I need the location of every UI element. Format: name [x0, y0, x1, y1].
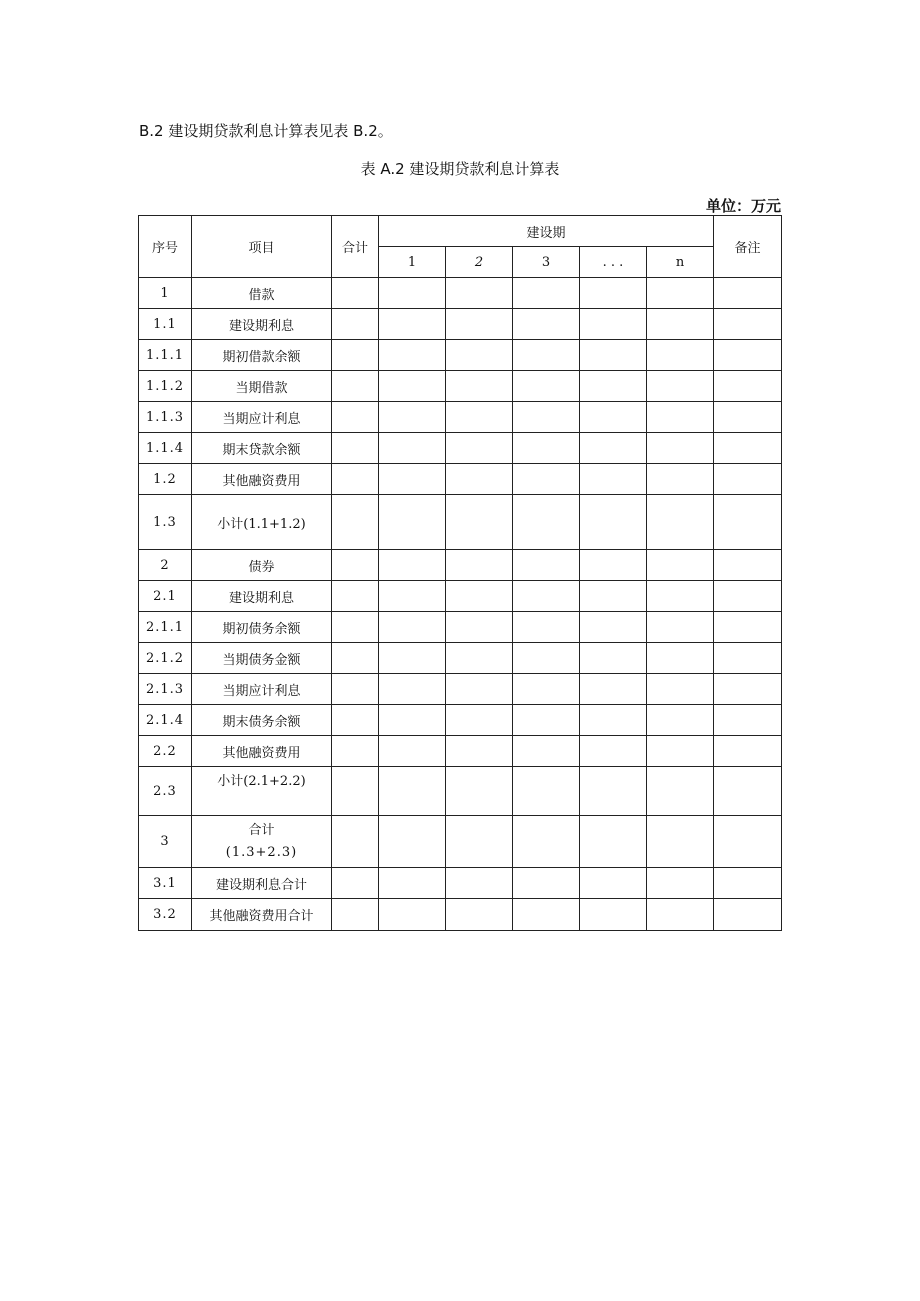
row-item — [192, 816, 332, 868]
row-item: 当期借款 — [192, 371, 332, 402]
data-cell — [379, 402, 446, 433]
row-item: 建设期利息 — [192, 581, 332, 612]
data-cell — [714, 309, 782, 340]
data-cell — [446, 816, 513, 868]
data-cell — [513, 705, 580, 736]
data-cell — [714, 278, 782, 309]
row-seq: 2.1.2 — [139, 643, 192, 674]
table-row — [139, 816, 782, 868]
data-cell — [580, 550, 647, 581]
data-cell — [379, 705, 446, 736]
row-seq: 2.1.3 — [139, 674, 192, 705]
data-cell — [714, 736, 782, 767]
data-cell — [580, 402, 647, 433]
row-item: 建设期利息合计 — [192, 868, 332, 899]
data-cell — [714, 868, 782, 899]
data-cell — [647, 674, 714, 705]
data-cell — [332, 309, 379, 340]
header-period: 建设期 — [379, 216, 714, 247]
data-cell — [332, 674, 379, 705]
data-cell — [647, 736, 714, 767]
data-cell — [332, 612, 379, 643]
period-col-ellipsis: . . . — [580, 247, 647, 278]
data-cell — [580, 612, 647, 643]
data-cell — [513, 550, 580, 581]
data-cell — [580, 736, 647, 767]
data-cell — [379, 612, 446, 643]
table-title: 表 A.2 建设期贷款利息计算表 — [360, 160, 560, 178]
row-seq: 2.2 — [139, 736, 192, 767]
data-cell — [580, 674, 647, 705]
data-cell — [379, 278, 446, 309]
data-cell — [446, 705, 513, 736]
data-cell — [647, 309, 714, 340]
data-cell — [446, 371, 513, 402]
data-cell — [580, 705, 647, 736]
data-cell — [446, 736, 513, 767]
data-cell — [379, 899, 446, 931]
data-cell — [379, 550, 446, 581]
data-cell — [332, 433, 379, 464]
data-cell — [332, 816, 379, 868]
data-cell — [379, 674, 446, 705]
data-cell — [446, 550, 513, 581]
data-cell — [714, 550, 782, 581]
row-item: 期末贷款余额 — [192, 433, 332, 464]
row-item: 期末债务余额 — [192, 705, 332, 736]
data-cell — [513, 402, 580, 433]
header-total: 合计 — [332, 216, 379, 278]
data-cell — [714, 899, 782, 931]
table-row — [139, 433, 782, 464]
data-cell — [446, 433, 513, 464]
data-cell — [647, 550, 714, 581]
data-cell — [379, 340, 446, 371]
intro-text: B.2 建设期贷款利息计算表见表 B.2。 — [139, 122, 393, 140]
data-cell — [446, 464, 513, 495]
data-cell — [647, 868, 714, 899]
unit-label: 单位：万元 — [705, 197, 781, 215]
data-cell — [647, 340, 714, 371]
data-cell — [580, 464, 647, 495]
row-seq: 1.3 — [139, 495, 192, 550]
table-row — [139, 464, 782, 495]
row-seq: 2 — [139, 550, 192, 581]
row-item: 借款 — [192, 278, 332, 309]
row-seq: 1.1.1 — [139, 340, 192, 371]
data-cell — [332, 899, 379, 931]
interest-calculation-table — [138, 215, 782, 931]
data-cell — [513, 643, 580, 674]
header-item: 项目 — [192, 216, 332, 278]
row-seq: 2.3 — [139, 767, 192, 816]
header-seq: 序号 — [139, 216, 192, 278]
table-row — [139, 371, 782, 402]
data-cell — [513, 581, 580, 612]
row-seq: 2.1.1 — [139, 612, 192, 643]
data-cell — [379, 495, 446, 550]
data-cell — [332, 340, 379, 371]
data-cell — [714, 402, 782, 433]
data-cell — [714, 767, 782, 816]
data-cell — [513, 868, 580, 899]
data-cell — [714, 674, 782, 705]
data-cell — [647, 433, 714, 464]
row-item-line2: (1.3+2.3) — [225, 844, 298, 860]
row-item: 其他融资费用合计 — [192, 899, 332, 931]
data-cell — [446, 868, 513, 899]
data-cell — [647, 278, 714, 309]
data-cell — [379, 643, 446, 674]
table-row — [139, 495, 782, 550]
data-cell — [513, 767, 580, 816]
data-cell — [580, 278, 647, 309]
table-row — [139, 674, 782, 705]
data-cell — [647, 705, 714, 736]
table-row — [139, 581, 782, 612]
row-item: 小计(2.1+2.2) — [192, 767, 332, 816]
data-cell — [379, 816, 446, 868]
data-cell — [714, 705, 782, 736]
header-row — [139, 216, 782, 247]
row-seq: 1.1.2 — [139, 371, 192, 402]
period-col-2: 2 — [446, 247, 513, 278]
period-col-3: 3 — [513, 247, 580, 278]
data-cell — [332, 402, 379, 433]
data-cell — [513, 278, 580, 309]
data-cell — [580, 816, 647, 868]
data-cell — [647, 899, 714, 931]
data-cell — [332, 767, 379, 816]
row-item: 其他融资费用 — [192, 464, 332, 495]
data-cell — [379, 464, 446, 495]
data-cell — [446, 278, 513, 309]
data-cell — [647, 581, 714, 612]
data-cell — [513, 309, 580, 340]
table-row — [139, 868, 782, 899]
data-cell — [580, 371, 647, 402]
data-cell — [332, 736, 379, 767]
data-cell — [647, 816, 714, 868]
row-item: 期初债务余额 — [192, 612, 332, 643]
data-cell — [379, 581, 446, 612]
data-cell — [647, 612, 714, 643]
data-cell — [446, 309, 513, 340]
data-cell — [647, 495, 714, 550]
data-cell — [513, 371, 580, 402]
data-cell — [332, 705, 379, 736]
data-cell — [379, 371, 446, 402]
data-cell — [513, 736, 580, 767]
row-item: 期初借款余额 — [192, 340, 332, 371]
row-seq: 1.1 — [139, 309, 192, 340]
data-cell — [332, 464, 379, 495]
data-cell — [647, 402, 714, 433]
data-cell — [446, 674, 513, 705]
table-row — [139, 767, 782, 816]
data-cell — [446, 612, 513, 643]
row-item: 当期债务金额 — [192, 643, 332, 674]
row-item: 其他融资费用 — [192, 736, 332, 767]
table-row — [139, 736, 782, 767]
data-cell — [332, 550, 379, 581]
data-cell — [647, 464, 714, 495]
data-cell — [714, 371, 782, 402]
data-cell — [513, 464, 580, 495]
data-cell — [714, 816, 782, 868]
table-row — [139, 340, 782, 371]
data-cell — [580, 340, 647, 371]
row-seq: 2.1 — [139, 581, 192, 612]
data-cell — [379, 868, 446, 899]
data-cell — [446, 643, 513, 674]
data-cell — [513, 433, 580, 464]
header-note: 备注 — [714, 216, 782, 278]
row-item: 当期应计利息 — [192, 674, 332, 705]
row-seq: 3.1 — [139, 868, 192, 899]
table-row — [139, 705, 782, 736]
data-cell — [332, 868, 379, 899]
data-cell — [513, 816, 580, 868]
data-cell — [513, 899, 580, 931]
row-seq: 3 — [139, 816, 192, 868]
data-cell — [332, 581, 379, 612]
data-cell — [647, 643, 714, 674]
data-cell — [446, 402, 513, 433]
data-cell — [714, 495, 782, 550]
data-cell — [446, 340, 513, 371]
row-item: 债券 — [192, 550, 332, 581]
data-cell — [332, 371, 379, 402]
data-cell — [580, 495, 647, 550]
table-row — [139, 899, 782, 931]
table-row — [139, 309, 782, 340]
data-cell — [513, 495, 580, 550]
data-cell — [714, 581, 782, 612]
row-seq: 1.2 — [139, 464, 192, 495]
data-cell — [580, 309, 647, 340]
table-row — [139, 612, 782, 643]
data-cell — [647, 371, 714, 402]
data-cell — [379, 433, 446, 464]
data-cell — [580, 899, 647, 931]
data-cell — [580, 767, 647, 816]
data-cell — [513, 612, 580, 643]
row-item-line1: 合计 — [248, 822, 275, 838]
data-cell — [513, 340, 580, 371]
data-cell — [580, 581, 647, 612]
data-cell — [379, 767, 446, 816]
data-cell — [580, 433, 647, 464]
data-cell — [446, 767, 513, 816]
row-item: 小计(1.1+1.2) — [192, 495, 332, 550]
data-cell — [332, 643, 379, 674]
data-cell — [714, 612, 782, 643]
data-cell — [446, 495, 513, 550]
data-cell — [647, 767, 714, 816]
table-row — [139, 550, 782, 581]
data-cell — [580, 868, 647, 899]
data-cell — [714, 464, 782, 495]
data-cell — [332, 495, 379, 550]
period-col-1: 1 — [379, 247, 446, 278]
table-row — [139, 278, 782, 309]
table-row — [139, 402, 782, 433]
data-cell — [513, 674, 580, 705]
row-item: 建设期利息 — [192, 309, 332, 340]
row-seq: 1 — [139, 278, 192, 309]
row-seq: 2.1.4 — [139, 705, 192, 736]
data-cell — [446, 899, 513, 931]
data-cell — [714, 340, 782, 371]
data-cell — [332, 278, 379, 309]
row-seq: 1.1.3 — [139, 402, 192, 433]
data-cell — [446, 581, 513, 612]
row-item: 当期应计利息 — [192, 402, 332, 433]
row-seq: 1.1.4 — [139, 433, 192, 464]
data-cell — [379, 309, 446, 340]
data-cell — [580, 643, 647, 674]
table-row — [139, 643, 782, 674]
row-seq: 3.2 — [139, 899, 192, 931]
data-cell — [379, 736, 446, 767]
data-cell — [714, 643, 782, 674]
data-cell — [714, 433, 782, 464]
period-col-n: n — [647, 247, 714, 278]
